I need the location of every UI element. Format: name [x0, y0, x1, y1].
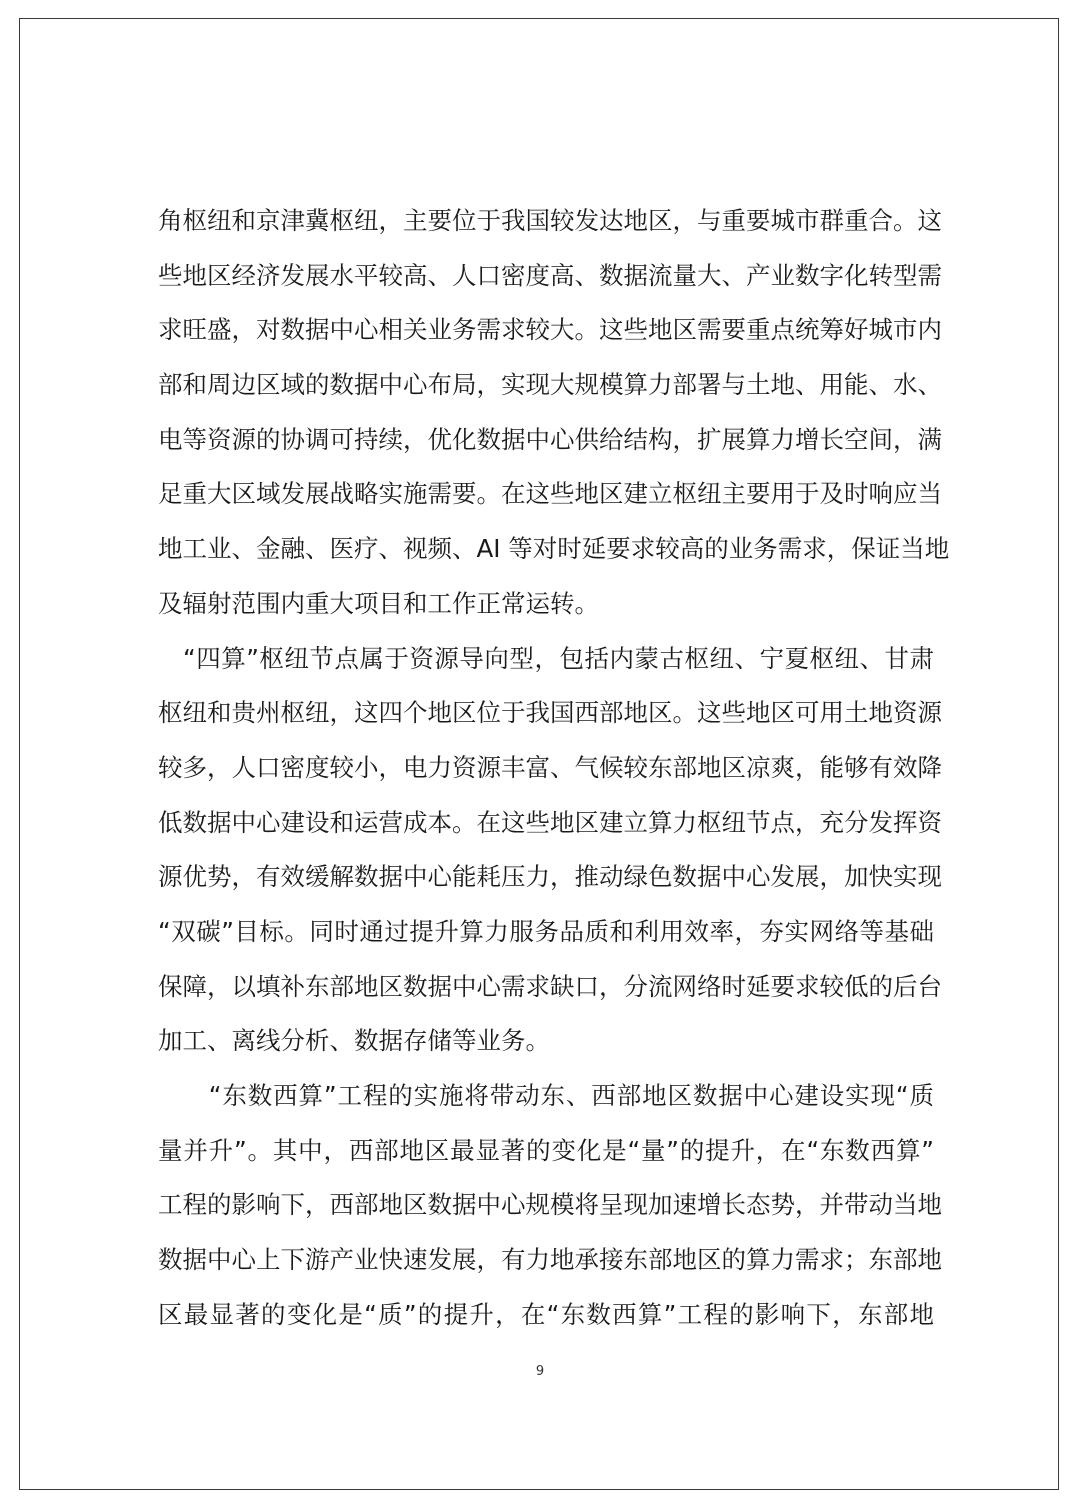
text-line: 部和周边区域的数据中心布局，实现大规模算力部署与土地、用能、水、 — [158, 370, 942, 400]
body-text — [158, 194, 950, 1342]
text-line: 足重大区域发展战略实施需要。在这些地区建立枢纽主要用于及时响应当 — [158, 479, 942, 509]
text-line: 保障，以填补东部地区数据中心需求缺口，分流网络时延要求较低的后台 — [158, 971, 942, 1001]
text-line: 地工业、金融、医疗、视频、AI 等对时延要求较高的业务需求，保证当地 — [158, 534, 950, 564]
text-line: 角枢纽和京津冀枢纽，主要位于我国较发达地区，与重要城市群重合。这 — [158, 206, 942, 235]
text-line: 枢纽和贵州枢纽，这四个地区位于我国西部地区。这些地区可用土地资源 — [158, 698, 942, 728]
text-line: 区最显著的变化是“质”的提升，在“东数西算”工程的影响下，东部地 — [158, 1299, 934, 1329]
text-line: 工程的影响下，西部地区数据中心规模将呈现加速增长态势，并带动当地 — [158, 1190, 942, 1220]
text-line: 些地区经济发展水平较高、人口密度高、数据流量大、产业数字化转型需 — [158, 260, 942, 290]
text-line: “四算”枢纽节点属于资源导向型，包括内蒙古枢纽、宁夏枢纽、甘肃 — [158, 643, 934, 673]
text-line: 较多，人口密度较小，电力资源丰富、气候较东部地区凉爽，能够有效降 — [158, 752, 942, 782]
page-number: 9 — [535, 1364, 545, 1379]
text-line: 求旺盛，对数据中心相关业务需求较大。这些地区需要重点统筹好城市内 — [158, 315, 942, 345]
text-line: 源优势，有效缓解数据中心能耗压力，推动绿色数据中心发展，加快实现 — [158, 862, 942, 892]
text-line: 数据中心上下游产业快速发展，有力地承接东部地区的算力需求；东部地 — [158, 1245, 942, 1275]
text-line: 量并升”。其中，西部地区最显著的变化是“量”的提升，在“东数西算” — [158, 1135, 934, 1165]
text-line: “东数西算”工程的实施将带动东、西部地区数据中心建设实现“质 — [158, 1081, 934, 1110]
text-line: “双碳”目标。同时通过提升算力服务品质和利用效率，夯实网络等基础 — [158, 916, 934, 946]
text-line: 及辐射范围内重大项目和工作正常运转。 — [158, 588, 599, 618]
text-line: 加工、离线分析、数据存储等业务。 — [158, 1026, 550, 1056]
text-line: 低数据中心建设和运营成本。在这些地区建立算力枢纽节点，充分发挥资 — [158, 807, 942, 837]
text-line: 电等资源的协调可持续，优化数据中心供给结构，扩展算力增长空间，满 — [158, 424, 942, 454]
